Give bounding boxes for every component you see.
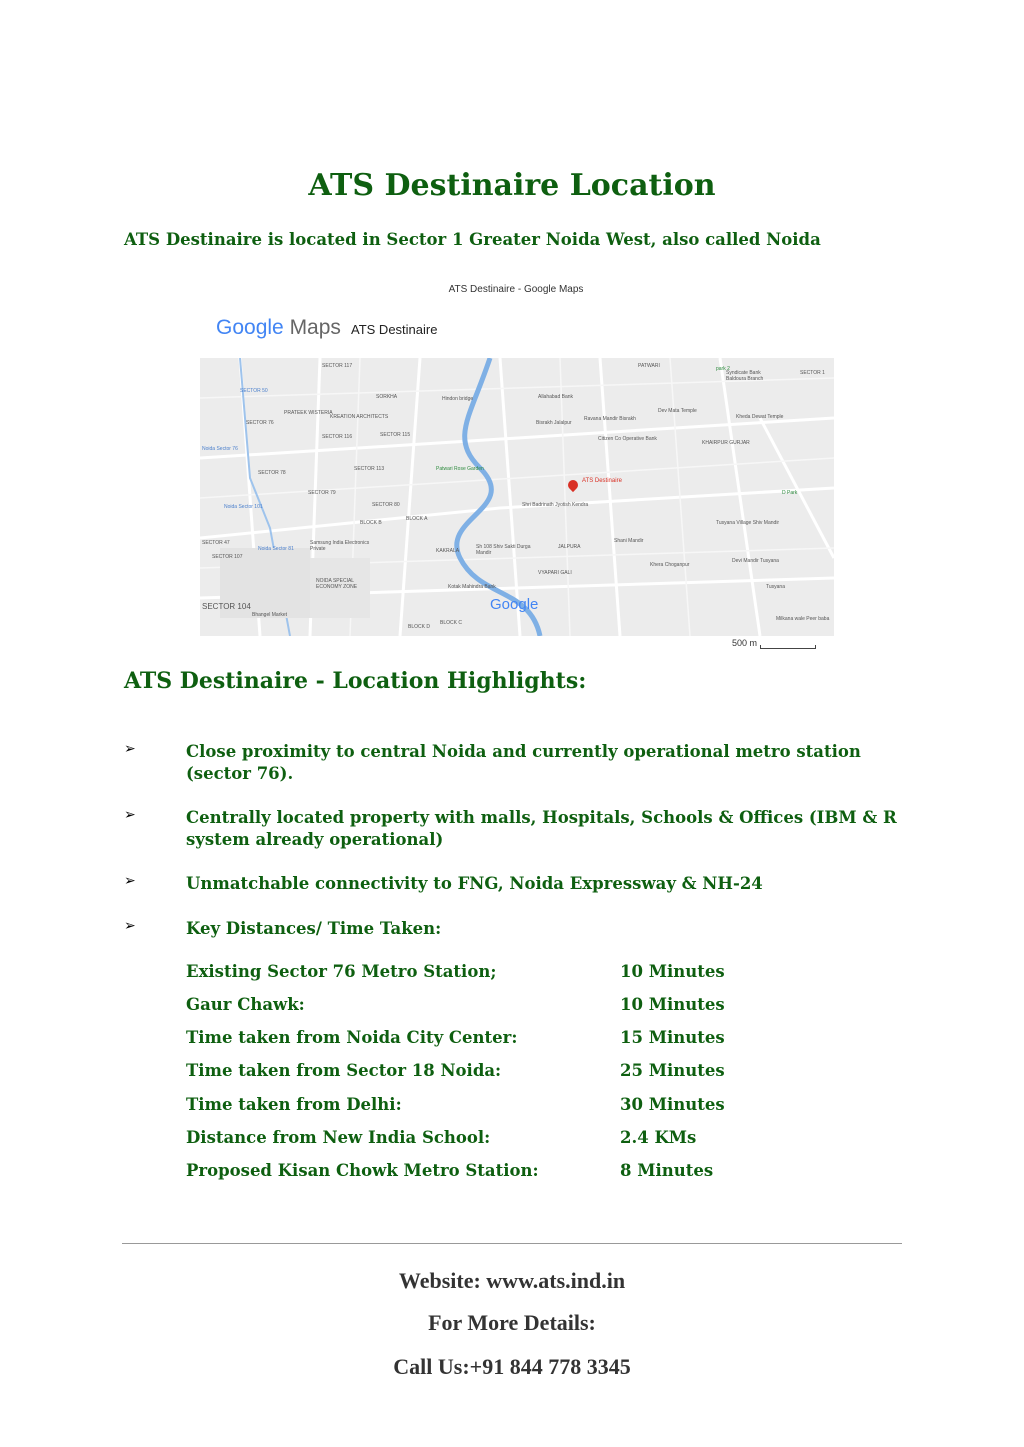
footer-more-details: For More Details: (428, 1310, 596, 1335)
map-watermark: Google (490, 596, 539, 613)
bullet-text: Unmatchable connectivity to FNG, Noida Expressway & NH-24 (186, 874, 763, 893)
map-canvas[interactable] (200, 358, 834, 636)
bullet-text: Centrally located property with malls, Hospitals, Schools & Offices (IBM & R system already operational) (186, 808, 897, 849)
map-label: Bhangel Market (252, 612, 288, 618)
distance-value: 10 Minutes (620, 995, 725, 1014)
distance-value: 15 Minutes (620, 1028, 725, 1047)
map-label: SECTOR 79 (308, 490, 336, 496)
distance-label: Gaur Chawk: (186, 995, 305, 1014)
map-label: BLOCK B (360, 520, 382, 526)
map-marker-label: ATS Destinaire (582, 478, 622, 484)
map-label: park 2 (716, 366, 730, 372)
map-roads-svg (200, 358, 834, 636)
google-maps-logo (216, 316, 341, 340)
map-label: Shani Mandir (614, 538, 644, 544)
map-label: Noida Sector 81 (258, 546, 294, 552)
map-label: SECTOR 78 (258, 470, 286, 476)
arrow-bullet-icon: ➢ (124, 873, 136, 889)
map-label: BLOCK D (408, 624, 430, 630)
map-label: BLOCK C (440, 620, 462, 626)
distance-label: Time taken from Sector 18 Noida: (186, 1061, 502, 1080)
map-label: KREATION ARCHITECTS (330, 414, 389, 420)
distance-value: 10 Minutes (620, 962, 725, 981)
map-label: SECTOR 113 (354, 466, 385, 472)
map-label: Hindon bridge (442, 396, 474, 402)
map-label: SECTOR 50 (240, 388, 268, 394)
map-label: SECTOR 1 (800, 370, 825, 376)
footer-call[interactable]: Call Us:+91 844 778 3345 (393, 1354, 631, 1379)
distance-row (186, 1161, 806, 1185)
map-label: Sh 108 Shiv Sakti Durga Mandir (476, 544, 531, 556)
map-label: SECTOR 107 (212, 554, 243, 560)
map-label: Ravana Mandir Bisrakh (584, 416, 636, 422)
map-label: BLOCK A (406, 516, 428, 522)
page-subtitle: ATS Destinaire is located in Sector 1 Greater Noida West, also called Noida (124, 230, 821, 249)
highlights-heading: ATS Destinaire - Location Highlights: (124, 668, 587, 694)
footer-website[interactable]: Website: www.ats.ind.in (398, 1268, 626, 1293)
map-label: Allahabad Bank (538, 394, 574, 400)
map-label: SECTOR 116 (322, 434, 353, 440)
map-label: Devi Mandir Tusyana (732, 558, 779, 564)
map-label: VYAPARI GALI (538, 570, 572, 576)
map-label: Tusyana (766, 584, 785, 590)
map-label: KHAIRPUR GURJAR (702, 440, 750, 446)
bullet-text: Key Distances/ Time Taken: (186, 919, 442, 938)
distance-label: Proposed Kisan Chowk Metro Station: (186, 1161, 539, 1180)
distance-label: Time taken from Noida City Center: (186, 1028, 518, 1047)
map-label: Citizen Co Operative Bank (598, 436, 657, 442)
map-label: Samsung India Electronics Private (310, 540, 370, 552)
map-label: Kotak Mahindra Bank (448, 584, 496, 590)
map-label: NOIDA SPECIAL ECONOMY ZONE (316, 578, 358, 590)
distance-label: Time taken from Delhi: (186, 1095, 402, 1114)
map-label: SECTOR 47 (202, 540, 230, 546)
maps-logo-text: Maps (289, 316, 341, 339)
map-label: PATWARI (638, 363, 660, 369)
distance-row (186, 962, 806, 986)
map-place-name: ATS Destinaire (351, 322, 438, 337)
map-label: KAKRALA (436, 548, 460, 554)
map-label: Milkana wale Peer baba (776, 616, 830, 622)
map-label: SECTOR 76 (246, 420, 274, 426)
map-label: JALPURA (558, 544, 581, 550)
distance-value: 25 Minutes (620, 1061, 725, 1080)
map-label: Patwari Rose Garden (436, 466, 484, 472)
distance-value: 2.4 KMs (620, 1128, 697, 1147)
map-label: Tusyana Village Shiv Mandir (716, 520, 780, 526)
map-label: SECTOR 115 (380, 432, 411, 438)
arrow-bullet-icon: ➢ (124, 918, 136, 934)
map-label: SORKHA (376, 394, 398, 400)
map-label: D Park (782, 490, 798, 496)
page-title: ATS Destinaire Location (308, 168, 716, 203)
map-label: Shri Badrinath Jyotish Kendra (522, 502, 589, 508)
map-label: PRATEEK WISTERIA (284, 410, 333, 416)
distance-row (186, 1095, 806, 1119)
google-logo-text: Google (216, 316, 284, 339)
map-label: Bisrakh Jalalpur (536, 420, 572, 426)
map-label: Noida Sector 101 (224, 504, 263, 510)
map-label: SECTOR 80 (372, 502, 400, 508)
map-label: Noida Sector 76 (202, 446, 238, 452)
distance-value: 8 Minutes (620, 1161, 714, 1180)
map-label: Kheda Dewat Temple (736, 414, 784, 420)
map-label: Dev Mata Temple (658, 408, 697, 414)
distance-row (186, 1061, 806, 1085)
location-map[interactable] (192, 272, 840, 656)
distance-row (186, 1128, 806, 1152)
map-scale-bar (760, 645, 816, 649)
map-label: Syndicate Bank Baldoura Branch (726, 370, 764, 382)
distance-value: 30 Minutes (620, 1095, 725, 1114)
map-label: Khera Choganpur (650, 562, 690, 568)
distance-label: Existing Sector 76 Metro Station; (186, 962, 497, 981)
distance-row (186, 995, 806, 1019)
arrow-bullet-icon: ➢ (124, 741, 136, 757)
distance-label: Distance from New India School: (186, 1128, 491, 1147)
map-page-header: ATS Destinaire - Google Maps (448, 284, 584, 295)
map-label: SECTOR 117 (322, 363, 353, 369)
distance-row (186, 1028, 806, 1052)
map-scale-label: 500 m (732, 638, 758, 648)
arrow-bullet-icon: ➢ (124, 807, 136, 823)
footer-divider (122, 1243, 902, 1244)
bullet-text: Close proximity to central Noida and currently operational metro station (sector 76). (186, 742, 861, 783)
map-label: SECTOR 104 (202, 602, 251, 611)
